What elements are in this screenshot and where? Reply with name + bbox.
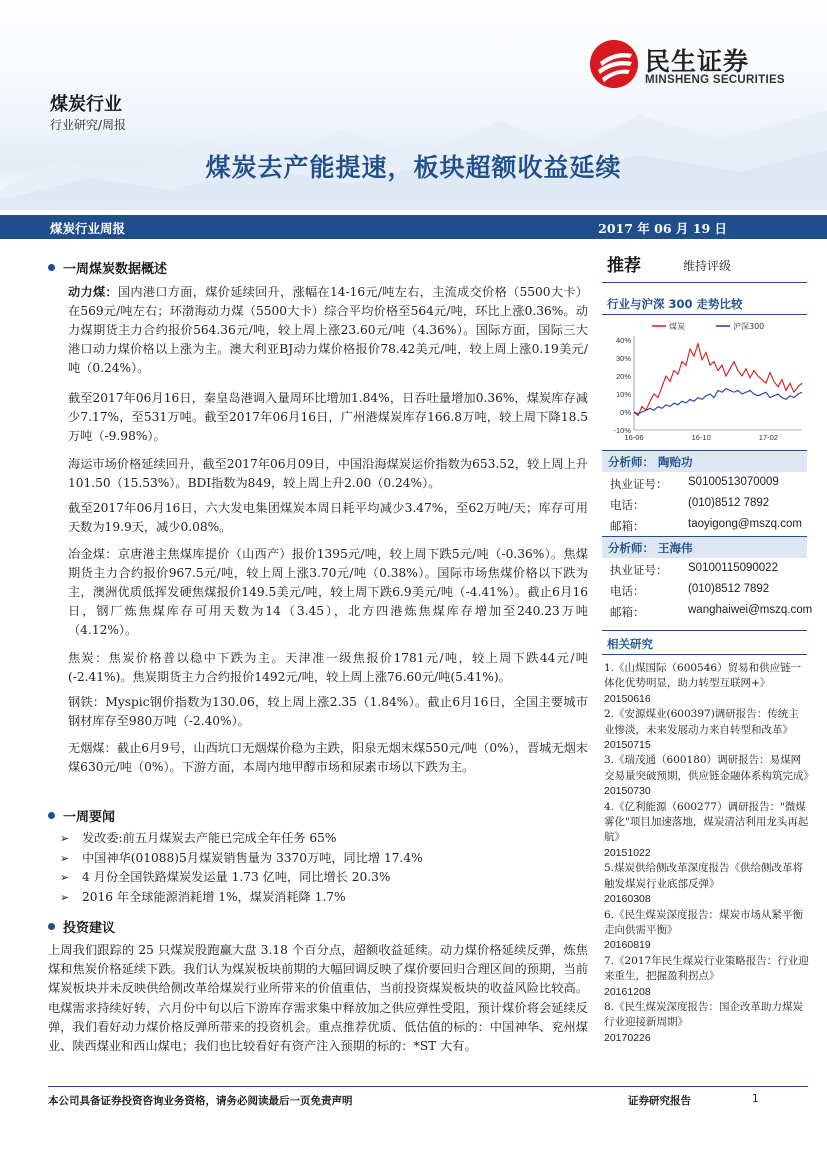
series-line-沪深300	[634, 389, 802, 414]
list-item: ➢ 2016 年全球能源消耗增 1%，煤炭消耗降 1.7%	[60, 888, 590, 908]
series-line-煤炭	[634, 344, 802, 416]
paragraph-coke: 焦炭：焦炭价格普以稳中下跌为主。天津准一级焦报价1781元/吨，较上周下跌44元/吨(-2.41%)。焦炭期货主力合约报价1492元/吨，较上周上涨76.60元/吨(5.41%)。	[68, 651, 588, 684]
arrow-bullet-icon: ➢	[60, 851, 70, 865]
list-item: ➢ 发改委:前五月煤炭去产能已完成全年任务 65%	[60, 829, 590, 849]
analyst-header: 分析师： 王海伟	[602, 536, 807, 558]
paragraph-label: 动力煤：	[68, 285, 118, 299]
paragraph-steel: 钢铁：Myspic钢价指数为130.06，较上周上涨2.35（1.84%）。截止6月16日，全国主要城市钢材库存至980万吨（-2.40%）。	[68, 695, 588, 728]
report-date: 2017 年 06 月 19 日	[598, 221, 727, 236]
x-tick-label: 16-10	[691, 433, 711, 442]
chart-title: 行业与沪深 300 走势比较	[607, 297, 743, 311]
rating-value: 维持评级	[683, 259, 732, 273]
bullet-dot-icon	[48, 923, 55, 930]
related-research-title: 相关研究	[607, 637, 653, 651]
list-item[interactable]: 5.煤炭供给侧改革深度报告《供给侧改革将触发煤炭行业底部反弹》 20160308	[604, 862, 804, 906]
y-tick-label: -10%	[613, 426, 631, 435]
logo-chinese-name: 民生证券	[645, 47, 750, 76]
paragraph-investment-advice: 上周我们跟踪的 25 只煤炭股跑赢大盘 3.18 个百分点，超额收益延续。动力煤价格延续反弹，炼焦煤和焦炭价格延续下跌。我们认为煤炭板块前期的大幅回调反映了煤价要回归合理区间的预期，当前煤炭板块并未反映供给侧改革给煤炭行业所带来的价值重估，当前投资煤炭板块的收益风险比较高。电煤需求持续好转，六月份中旬以后下游库存需求集中释放加之供应弹性受阻，预计煤价将会延续反弹，我们看好动力煤价格反弹所带来的投资机会。重点推荐优质、低估值的标的：中国神华、兖州煤业、陕西煤业和西山煤电；我们也比较看好有资产注入预期的标的：*ST 大有。	[48, 943, 588, 1054]
logo-emblem-icon	[590, 40, 638, 88]
list-item[interactable]: 8.《民生煤炭深度报告：国企改革助力煤炭行业迎接新周期》 20170226	[604, 1000, 804, 1044]
bullet-dot-icon	[48, 264, 55, 271]
legend-label: 沪深300	[733, 322, 765, 331]
arrow-bullet-icon: ➢	[60, 871, 70, 884]
x-tick-label: 16-06	[624, 433, 644, 442]
related-research-list	[604, 661, 814, 1046]
paragraph-anthracite: 无烟煤：截止6月9号，山西坑口无烟煤价稳为主跌，阳泉无烟末煤550元/吨（0%），晋城无烟末煤630元/吨（0%）。下游方面，本周内地甲醇市场和尿素市场以下跌为主。	[68, 741, 588, 774]
list-item[interactable]: 4.《亿利能源（600277）调研报告："微煤雾化"项目加速落地，煤炭清洁利用龙头再起航》 20151022	[604, 800, 809, 859]
x-tick-label: 17-02	[758, 433, 778, 442]
section-heading-news: 一周要闻	[48, 806, 115, 825]
footer-report-type: 证券研究报告	[628, 1095, 691, 1107]
title-band	[0, 215, 827, 239]
arrow-bullet-icon: ➢	[60, 890, 70, 904]
bullet-dot-icon	[48, 812, 55, 819]
y-tick-label: 40%	[615, 336, 631, 345]
list-item[interactable]: 6.《民生煤炭深度报告：煤炭市场从紧平衡走向供需平衡》 20160819	[604, 908, 804, 952]
list-item[interactable]: 1.《山煤国际（600546）贸易和供应链一体化优势明显，助力转型互联网+》 20150616	[604, 662, 802, 705]
industry-label: 煤炭行业	[50, 94, 122, 115]
list-item[interactable]: 3.《瑞茂通（600180）调研报告：易煤网交易量突破预期，供应链金融体系构筑完成》 20150730	[604, 754, 814, 798]
list-item[interactable]: 2.《安源煤业(600397)调研报告：传统主业惨淡，未来发展动力来自转型和改革》 20150715	[604, 708, 799, 752]
list-item: ➢ 中国神华(01088)5月煤炭销售量为 3370万吨，同比增 17.4%	[60, 849, 590, 869]
company-logo	[590, 40, 785, 100]
rating-label: 推荐	[607, 256, 641, 276]
paragraph-shipping: 海运市场价格延续回升，截至2017年06月09日，中国沿海煤炭运价指数为653.52，较上周上升101.50（15.53%）。BDI指数为849，较上周上升2.00（0.24%）。	[68, 457, 588, 490]
divider	[602, 630, 807, 631]
paragraph-port-inventory: 截至2017年06月16日，秦皇岛港调入量周环比增加1.84%，日吞吐量增加0.36%，煤炭库存减少7.17%，至531万吨。截至2017年06月16日，广州港煤炭库存166.8万吨，较上周下降18.5万吨（-9.98%）。	[68, 391, 588, 443]
analyst-header: 分析师： 陶贻功	[602, 450, 807, 472]
divider	[602, 282, 807, 283]
page-title: 煤炭去产能提速，板块超额收益延续	[205, 153, 622, 182]
paragraph-power-groups: 截至2017年06月16日，六大发电集团煤炭本周日耗平均减少3.47%，至62万吨/天；库存可用天数为19.9天，减少0.08%。	[68, 501, 588, 534]
divider	[602, 314, 807, 315]
footer-disclaimer: 本公司具备证券投资咨询业务资格，请务必阅读最后一页免责声明	[48, 1095, 353, 1107]
paragraph-thermal-coal: 动力煤：国内港口方面，煤价延续回升，涨幅在14-16元/吨左右，主流成交价格（5500大卡）在569元/吨左右；环渤海动力煤（5500大卡）综合平均价格至564元/吨，环比上涨0.36%。动力煤期货主力合约报价564.36元/吨，较上周上涨23.60元/吨（4.36%）。国际方面，国际三大港口动力煤价格以上涨为主。澳大利亚BJ动力煤价格报价78.42美元/吨，较上周上涨0.19美元/吨（0.24%）。	[68, 285, 588, 375]
paragraph-coking-coal: 冶金煤：京唐港主焦煤库提价（山西产）报价1395元/吨，较上周下跌5元/吨（-0.36%）。焦煤期货主力合约报价967.5元/吨，较上周上涨3.70元/吨（0.38%）。国际市场焦煤价格以下跌为主，澳洲优质低挥发硬焦煤报价149.5美元/吨，较上周下跌6.9美元/吨（-4.41%）。截止6月16日，钢厂炼焦煤库存可用天数为14（3.45），北方四港炼焦煤库存增加至240.23万吨（4.12%）。	[68, 547, 588, 637]
trend-chart	[606, 318, 806, 444]
news-list	[60, 829, 590, 907]
divider	[602, 654, 807, 655]
legend-label: 煤炭	[669, 322, 685, 331]
footer-divider	[48, 1086, 808, 1087]
section-heading-advice: 投资建议	[48, 917, 115, 936]
page-number: 1	[752, 1093, 759, 1105]
list-item: ➢ 4 月份全国铁路煤炭发运量 1.73 亿吨，同比增长 20.3%	[60, 868, 590, 888]
y-tick-label: 20%	[615, 372, 631, 381]
y-tick-label: 10%	[615, 390, 631, 399]
arrow-bullet-icon: ➢	[60, 832, 70, 845]
list-item[interactable]: 7.《2017年民生煤炭行业策略报告：行业迎来重生，把握盈利拐点》 20161208	[604, 954, 809, 998]
report-type-label: 行业研究/周报	[50, 118, 127, 132]
logo-english-name: MINSHENG SECURITIES	[645, 74, 785, 86]
y-tick-label: 0%	[620, 408, 631, 417]
y-tick-label: 30%	[615, 354, 631, 363]
section-heading-weekly-data: 一周煤炭数据概述	[48, 258, 167, 277]
report-series-label: 煤炭行业周报	[50, 221, 126, 236]
